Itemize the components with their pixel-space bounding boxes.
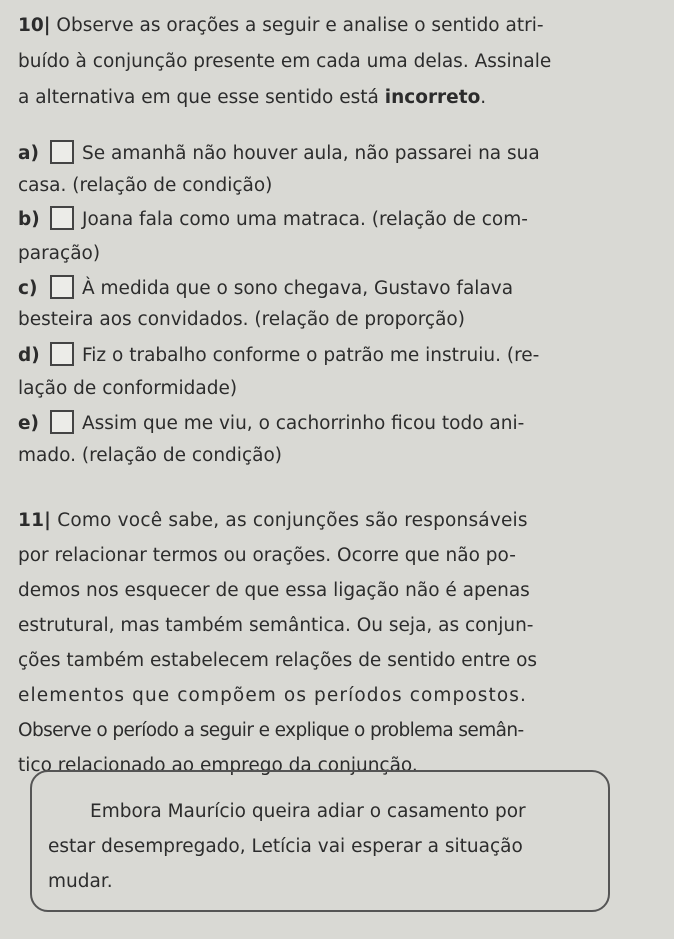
option-a-text: Se amanhã não houver aula, não passarei na sua bbox=[82, 143, 540, 164]
option-c-checkbox[interactable] bbox=[50, 275, 74, 299]
q10-period: . bbox=[480, 87, 487, 108]
q11-line-2: por relacionar termos ou orações. Ocorre que não po- bbox=[18, 545, 516, 566]
option-c-text: À medida que o sono chegava, Gustavo falava bbox=[82, 278, 514, 299]
option-e-text: Assim que me viu, o cachorrinho ficou todo ani- bbox=[82, 413, 525, 434]
option-a-letter: a) bbox=[18, 143, 39, 164]
option-d-text: Fiz o trabalho conforme o patrão me instruiu. (re- bbox=[82, 345, 540, 366]
q11-text-1: Como você sabe, as conjunções são responsáveis bbox=[57, 510, 528, 531]
option-b-continuation: paração) bbox=[18, 243, 101, 264]
option-b-text: Joana fala como uma matraca. (relação de com- bbox=[82, 209, 528, 230]
option-b bbox=[18, 206, 664, 232]
quote-line-3: mudar. bbox=[48, 871, 113, 892]
q11-line-7: Observe o período a seguir e explique o problema semân- bbox=[18, 720, 524, 741]
option-c-continuation: besteira aos convidados. (relação de proporção) bbox=[18, 309, 465, 330]
q10-text-1: Observe as orações a seguir e analise o sentido atri- bbox=[56, 15, 544, 36]
q11-line-3: demos nos esquecer de que essa ligação não é apenas bbox=[18, 580, 530, 601]
option-a-continuation: casa. (relação de condição) bbox=[18, 175, 273, 196]
q11-line-5: ções também estabelecem relações de sentido entre os bbox=[18, 650, 538, 671]
option-c bbox=[18, 275, 664, 301]
option-a-checkbox[interactable] bbox=[50, 140, 74, 164]
q11-line-4: estrutural, mas também semântica. Ou seja, as conjun- bbox=[18, 615, 534, 636]
q10-number: 10| bbox=[18, 15, 51, 36]
q11-line-1 bbox=[18, 509, 664, 533]
q11-line-8: tico relacionado ao emprego da conjunção. bbox=[18, 755, 418, 776]
q10-line-1 bbox=[18, 14, 664, 38]
q10-bold-word: incorreto bbox=[384, 87, 481, 108]
q10-text-3: a alternativa em que esse sentido está bbox=[18, 87, 385, 108]
option-b-checkbox[interactable] bbox=[50, 206, 74, 230]
quote-line-1: Embora Maurício queira adiar o casamento por bbox=[90, 801, 526, 822]
q11-number: 11| bbox=[18, 510, 52, 531]
option-e-continuation: mado. (relação de condição) bbox=[18, 445, 282, 466]
quote-line-2: estar desempregado, Letícia vai esperar a situação bbox=[48, 836, 523, 857]
q10-line-2: buído à conjunção presente em cada uma delas. Assinale bbox=[18, 51, 552, 72]
option-a bbox=[18, 140, 664, 166]
option-e bbox=[18, 410, 664, 436]
option-e-letter: e) bbox=[18, 413, 40, 434]
q11-line-6: elementos que compõem os períodos compostos. bbox=[18, 685, 528, 706]
option-d bbox=[18, 342, 664, 368]
option-c-letter: c) bbox=[18, 278, 38, 299]
option-d-letter: d) bbox=[18, 345, 40, 366]
option-d-continuation: lação de conformidade) bbox=[18, 378, 238, 399]
option-b-letter: b) bbox=[18, 209, 40, 230]
option-d-checkbox[interactable] bbox=[50, 342, 74, 366]
quote-box bbox=[30, 770, 610, 912]
option-e-checkbox[interactable] bbox=[50, 410, 74, 434]
q10-line-3 bbox=[18, 86, 664, 110]
